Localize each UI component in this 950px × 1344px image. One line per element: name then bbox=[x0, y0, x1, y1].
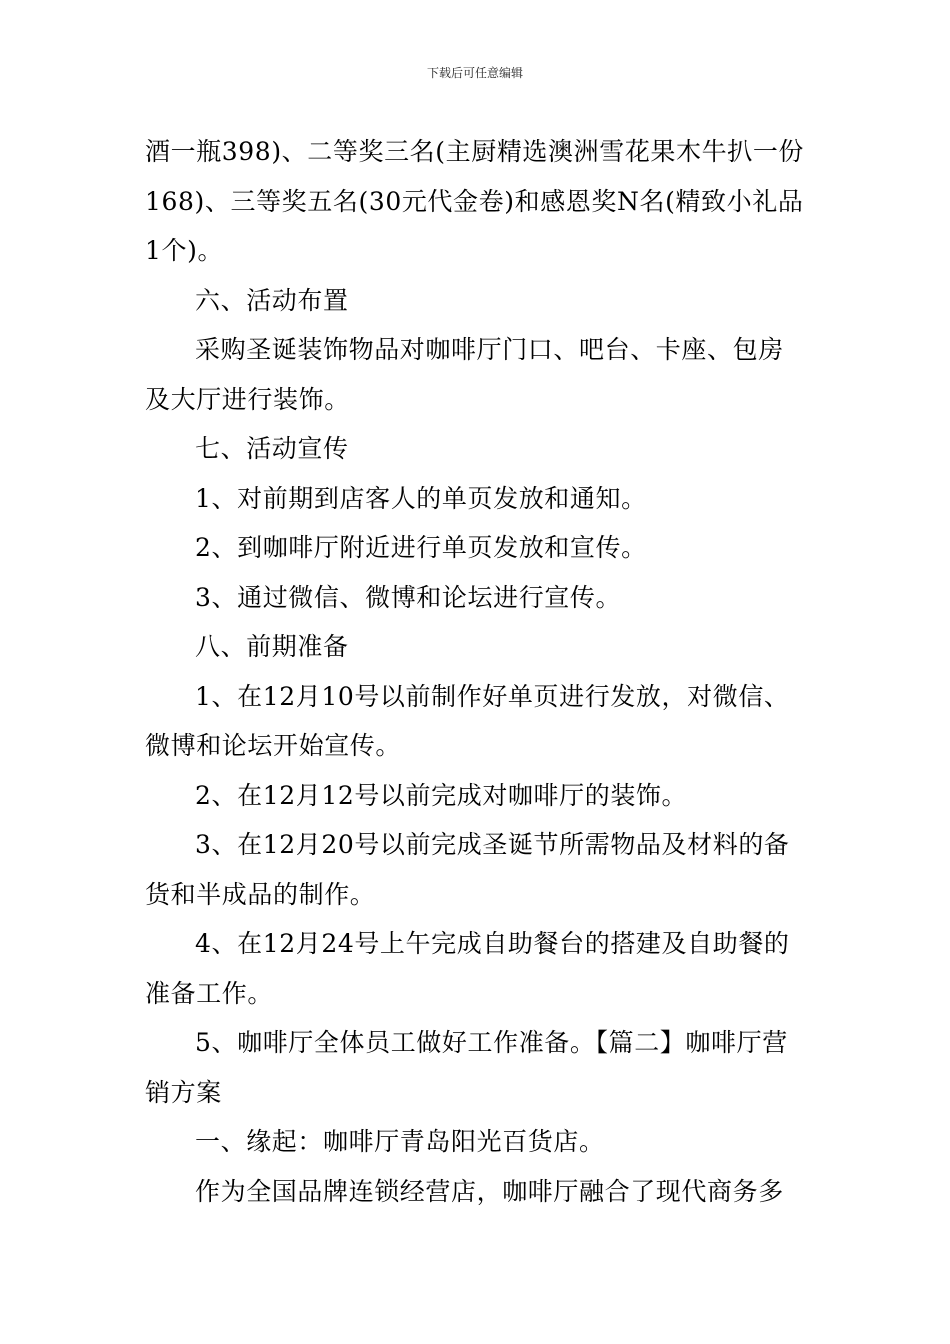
list-item bbox=[145, 573, 810, 623]
text-line: 1、对前期到店客人的单页发放和通知。 bbox=[195, 483, 647, 513]
paragraph bbox=[145, 325, 810, 424]
text-line: 销方案 bbox=[145, 1077, 222, 1107]
text-line: 168)、三等奖五名(30元代金卷)和感恩奖N名(精致小礼品 bbox=[145, 186, 804, 216]
list-item bbox=[145, 523, 810, 573]
paragraph bbox=[145, 127, 810, 276]
page-header-note: 下载后可任意编辑 bbox=[426, 66, 523, 80]
section-heading bbox=[145, 622, 810, 672]
heading-line: 七、活动宣传 bbox=[195, 434, 349, 463]
list-item bbox=[145, 771, 810, 821]
heading-line: 一、缘起：咖啡厅青岛阳光百货店。 bbox=[195, 1127, 605, 1156]
text-line: 及大厅进行装饰。 bbox=[145, 384, 350, 414]
text-line: 3、在12月20号以前完成圣诞节所需物品及材料的备 bbox=[195, 830, 790, 859]
list-item bbox=[145, 474, 810, 524]
text-line: 采购圣诞装饰物品对咖啡厅门口、吧台、卡座、包房 bbox=[195, 335, 784, 364]
list-item bbox=[145, 820, 810, 919]
heading-line: 六、活动布置 bbox=[195, 285, 349, 315]
text-line: 1个)。 bbox=[145, 236, 224, 265]
section-heading bbox=[145, 1117, 810, 1167]
text-line: 1、在12月10号以前制作好单页进行发放，对微信、 bbox=[195, 681, 790, 711]
text-line: 作为全国品牌连锁经营店，咖啡厅融合了现代商务多 bbox=[195, 1176, 784, 1206]
section-heading bbox=[145, 276, 810, 326]
text-line: 2、到咖啡厅附近进行单页发放和宣传。 bbox=[195, 533, 647, 562]
text-line: 准备工作。 bbox=[145, 978, 274, 1008]
text-line: 5、咖啡厅全体员工做好工作准备。【篇二】咖啡厅营 bbox=[195, 1028, 788, 1057]
list-item bbox=[145, 672, 810, 771]
text-line: 酒一瓶398)、二等奖三名(主厨精选澳洲雪花果木牛扒一份 bbox=[145, 137, 805, 166]
text-line: 3、通过微信、微博和论坛进行宣传。 bbox=[195, 582, 622, 612]
document-body bbox=[145, 127, 810, 1216]
text-line: 4、在12月24号上午完成自助餐台的搭建及自助餐的 bbox=[195, 929, 790, 958]
list-item bbox=[145, 1018, 810, 1117]
section-heading bbox=[145, 424, 810, 474]
text-line: 2、在12月12号以前完成对咖啡厅的装饰。 bbox=[195, 780, 688, 810]
paragraph bbox=[145, 1167, 810, 1217]
heading-line: 八、前期准备 bbox=[195, 632, 349, 661]
text-line: 微博和论坛开始宣传。 bbox=[145, 731, 402, 760]
list-item bbox=[145, 919, 810, 1018]
text-line: 货和半成品的制作。 bbox=[145, 879, 376, 909]
